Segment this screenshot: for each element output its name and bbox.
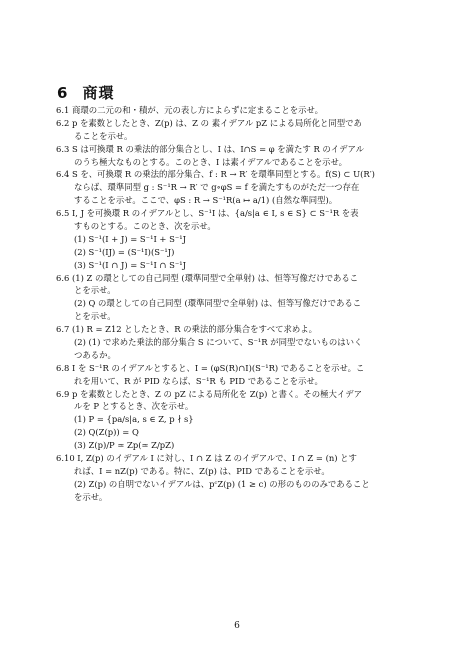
text-line: (2) Q の環としての自己同型 (環準同型で全単射) は、恒等写像だけであるこ [74, 298, 362, 309]
text-line: ることを示せ。 [74, 130, 133, 141]
text-line: (1) P = {pa/s|a, s ∈ Z, p ∤ s} [74, 414, 194, 425]
text-line: ならば、環準同型 g : S⁻¹R → R′ で g∘φS = f を満たすものがただ一つ存在 [74, 182, 360, 193]
text-line: 6.1 商環の二元の和・積が、元の表し方によらずに定まることを示せ。 [56, 105, 323, 115]
text-line: とを示せ。 [74, 311, 116, 322]
chapter-title: 商環 [82, 84, 115, 102]
chapter-heading [57, 82, 114, 103]
text-line: 6.6 (1) Z の環としての自己同型 (環準同型で全単射) は、恒等写像だけであるこ [56, 272, 359, 283]
text-line: とを示せ。 [74, 285, 116, 296]
text-line: 6.5 I, J を可換環 R のイデアルとし、S⁻¹I は、{a/s|a ∈ I, s ∈ S} ⊂ S⁻¹R を表 [56, 208, 359, 219]
text-line: ルを P とするとき、次を示せ。 [74, 401, 194, 412]
text-line: 6.9 p を素数としたとき、Z の pZ による局所化を Z(p) と書く。その極大イデア [56, 388, 363, 399]
text-line: 6.7 (1) R = Z12 としたとき、R の乗法的部分集合をすべて求めよ。 [56, 324, 318, 335]
text-line: すものとする。このとき、次を示せ。 [74, 221, 216, 232]
text-line: (2) Z(p) の自明でないイデアルは、pᶜZ(p) (1 ≥ c) の形のもののみであること [74, 478, 370, 489]
text-line: 6.8 I を S⁻¹R のイデアルとすると、I = (φS(R)∩I)(S⁻¹R) であることを示せ。こ [56, 362, 365, 373]
text-line: を示せ。 [74, 491, 108, 502]
text-line: 6.4 S を、可換環 R の乗法的部分集合、f : R → R′ を環準同型とする。f(S) ⊂ U(R′) [56, 169, 375, 180]
text-line: (1) S⁻¹(I + J) = S⁻¹I + S⁻¹J [74, 233, 186, 244]
text-line: (2) Q(Z(p)) = Q [74, 427, 139, 438]
text-line: (2) S⁻¹(IJ) = (S⁻¹I)(S⁻¹J) [74, 246, 175, 257]
chapter-number: 6 [57, 84, 69, 102]
text-line: (2) (1) で求めた乗法的部分集合 S について、S⁻¹R が同型でないものはいく [74, 337, 363, 348]
text-line: 6.2 p を素数としたとき、Z(p) は、Z の 素イデアル pZ による局所化と同型であ [56, 117, 362, 128]
text-line: (3) Z(p)/P ≃ Zp(≃ Z/pZ) [74, 440, 175, 451]
text-line: することを示せ。ここで、φS : R → S⁻¹R(a ↦ a/1) (自然な準同型)。 [74, 195, 338, 206]
text-line: つあるか。 [74, 349, 116, 360]
text-line: れを用いて、R が PID ならば、S⁻¹R も PID であることを示せ。 [74, 375, 323, 386]
page-number: 6 [234, 621, 240, 631]
text-line: 6.10 I, Z(p) のイデアル I に対し、I ∩ Z は Z のイデアルで、I ∩ Z = (n) とす [56, 453, 357, 464]
text-line: 6.3 S は可換環 R の乗法的部分集合とし、I は、I∩S = φ を満たす R のイデアル [56, 143, 364, 154]
text-line: (3) S⁻¹(I ∩ J) = S⁻¹I ∩ S⁻¹J [74, 259, 186, 270]
problem-list [56, 104, 428, 504]
text-line: れば、I = nZ(p) である。特に、Z(p) は、PID であることを示せ。 [74, 465, 330, 476]
text-line: のうち極大なものとする。このとき、I は素イデアルであることを示せ。 [74, 156, 348, 167]
